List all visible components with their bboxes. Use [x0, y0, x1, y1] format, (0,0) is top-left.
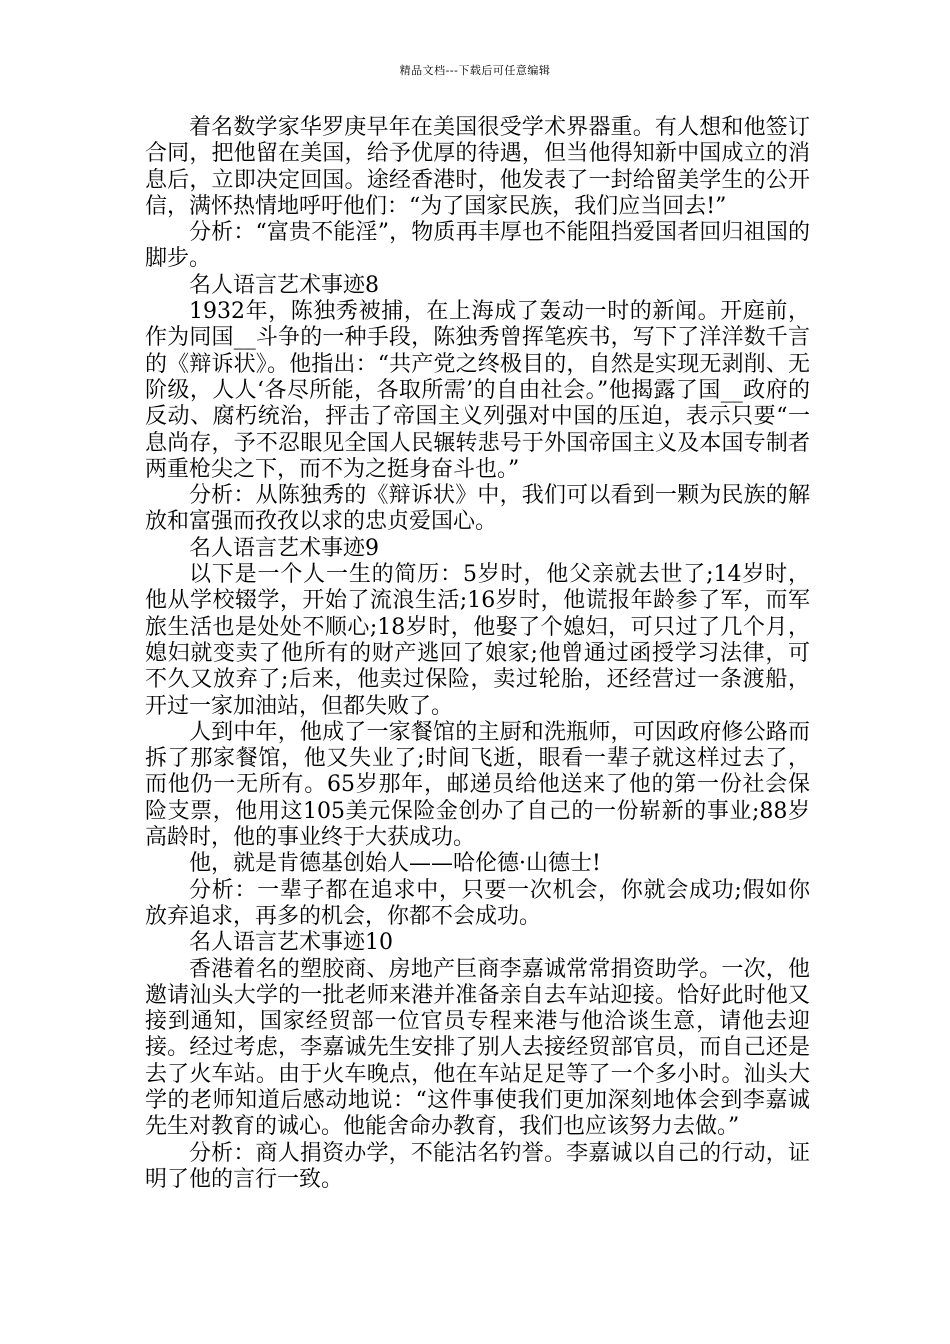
paragraph-resume-story: 以下是一个人一生的简历：5岁时，他父亲就去世了;14岁时，他从学校辍学，开始了流浪生活;16岁时，他谎报年龄参了军，而军旅生活也是处处不顺心;18岁时，他娶了个媳妇，可只过了几个月，媳妇就变卖了他所有的财产逃回了娘家;他曾通过函授学习法律，可不久又放弃了;后来，他卖过保险，卖过轮胎，还经营过一条渡船，开过一家加油站，但都失败了。 [145, 562, 810, 719]
paragraph-hua-luogeng-story: 着名数学家华罗庚早年在美国很受学术界器重。有人想和他签订合同，把他留在美国，给予优厚的待遇，但当他得知新中国成立的消息后，立即决定回国。途经香港时，他发表了一封给留美学生的公开信，满怀热情地呼吁他们：“为了国家民族，我们应当回去!” [145, 115, 810, 219]
paragraph-analysis-4: 分析：商人捐资办学，不能沽名钓誉。李嘉诚以自己的行动，证明了他的言行一致。 [145, 1140, 810, 1192]
paragraph-analysis-3: 分析：一辈子都在追求中，只要一次机会，你就会成功;假如你放弃追求，再多的机会，你都不会成功。 [145, 877, 810, 929]
paragraph-chen-duxiu-story: 1932年，陈独秀被捕，在上海成了轰动一时的新闻。开庭前，作为同国__斗争的一种手段，陈独秀曾挥笔疾书，写下了洋洋数千言的《辩诉状》。他指出：“共产党之终极目的，自然是实现无剥削、无阶级，人人‘各尽所能，各取所需’的自由社会。”他揭露了国__政府的反动、腐朽统治，抨击了帝国主义列强对中国的压迫，表示只要“一息尚存，予不忍眼见全国人民辗转悲号于外国帝国主义及本国专制者两重枪尖之下，而不为之挺身奋斗也。” [145, 299, 810, 482]
paragraph-analysis-2: 分析：从陈独秀的《辩诉状》中，我们可以看到一颗为民族的解放和富强而孜孜以求的忠贞爱国心。 [145, 483, 810, 535]
section-heading-10: 名人语言艺术事迹10 [189, 930, 393, 956]
section-heading-8: 名人语言艺术事迹8 [189, 272, 379, 298]
page-header: 精品文档---下载后可任意编辑 [399, 64, 551, 77]
paragraph-sanders-reveal: 他，就是肯德基创始人——哈伦德·山德士! [189, 851, 601, 877]
paragraph-li-kashing-story: 香港着名的塑胶商、房地产巨商李嘉诚常常捐资助学。一次，他邀请汕头大学的一批老师来港并准备亲自去车站迎接。恰好此时他又接到通知，国家经贸部一位官员专程来港与他洽谈生意，请他去迎接。经过考虑，李嘉诚先生安排了别人去接经贸部官员，而自己还是去了火车站。由于火车晚点，他在车站足足等了一个多小时。汕头大学的老师知道后感动地说：“这件事使我们更加深刻地体会到李嘉诚先生对教育的诚心。他能舍命办教育，我们也应该努力去做。” [145, 956, 810, 1140]
paragraph-analysis-1: 分析：“富贵不能淫”，物质再丰厚也不能阻挡爱国者回归祖国的脚步。 [145, 220, 810, 272]
paragraph-middle-age-story: 人到中年，他成了一家餐馆的主厨和洗瓶师，可因政府修公路而拆了那家餐馆，他又失业了;时间飞逝，眼看一辈子就这样过去了，而他仍一无所有。65岁那年，邮递员给他送来了他的第一份社会保险支票，他用这105美元保险金创办了自己的一份崭新的事业;88岁高龄时，他的事业终于大获成功。 [145, 719, 810, 851]
section-heading-9: 名人语言艺术事迹9 [189, 535, 379, 561]
document-body [145, 115, 810, 1193]
